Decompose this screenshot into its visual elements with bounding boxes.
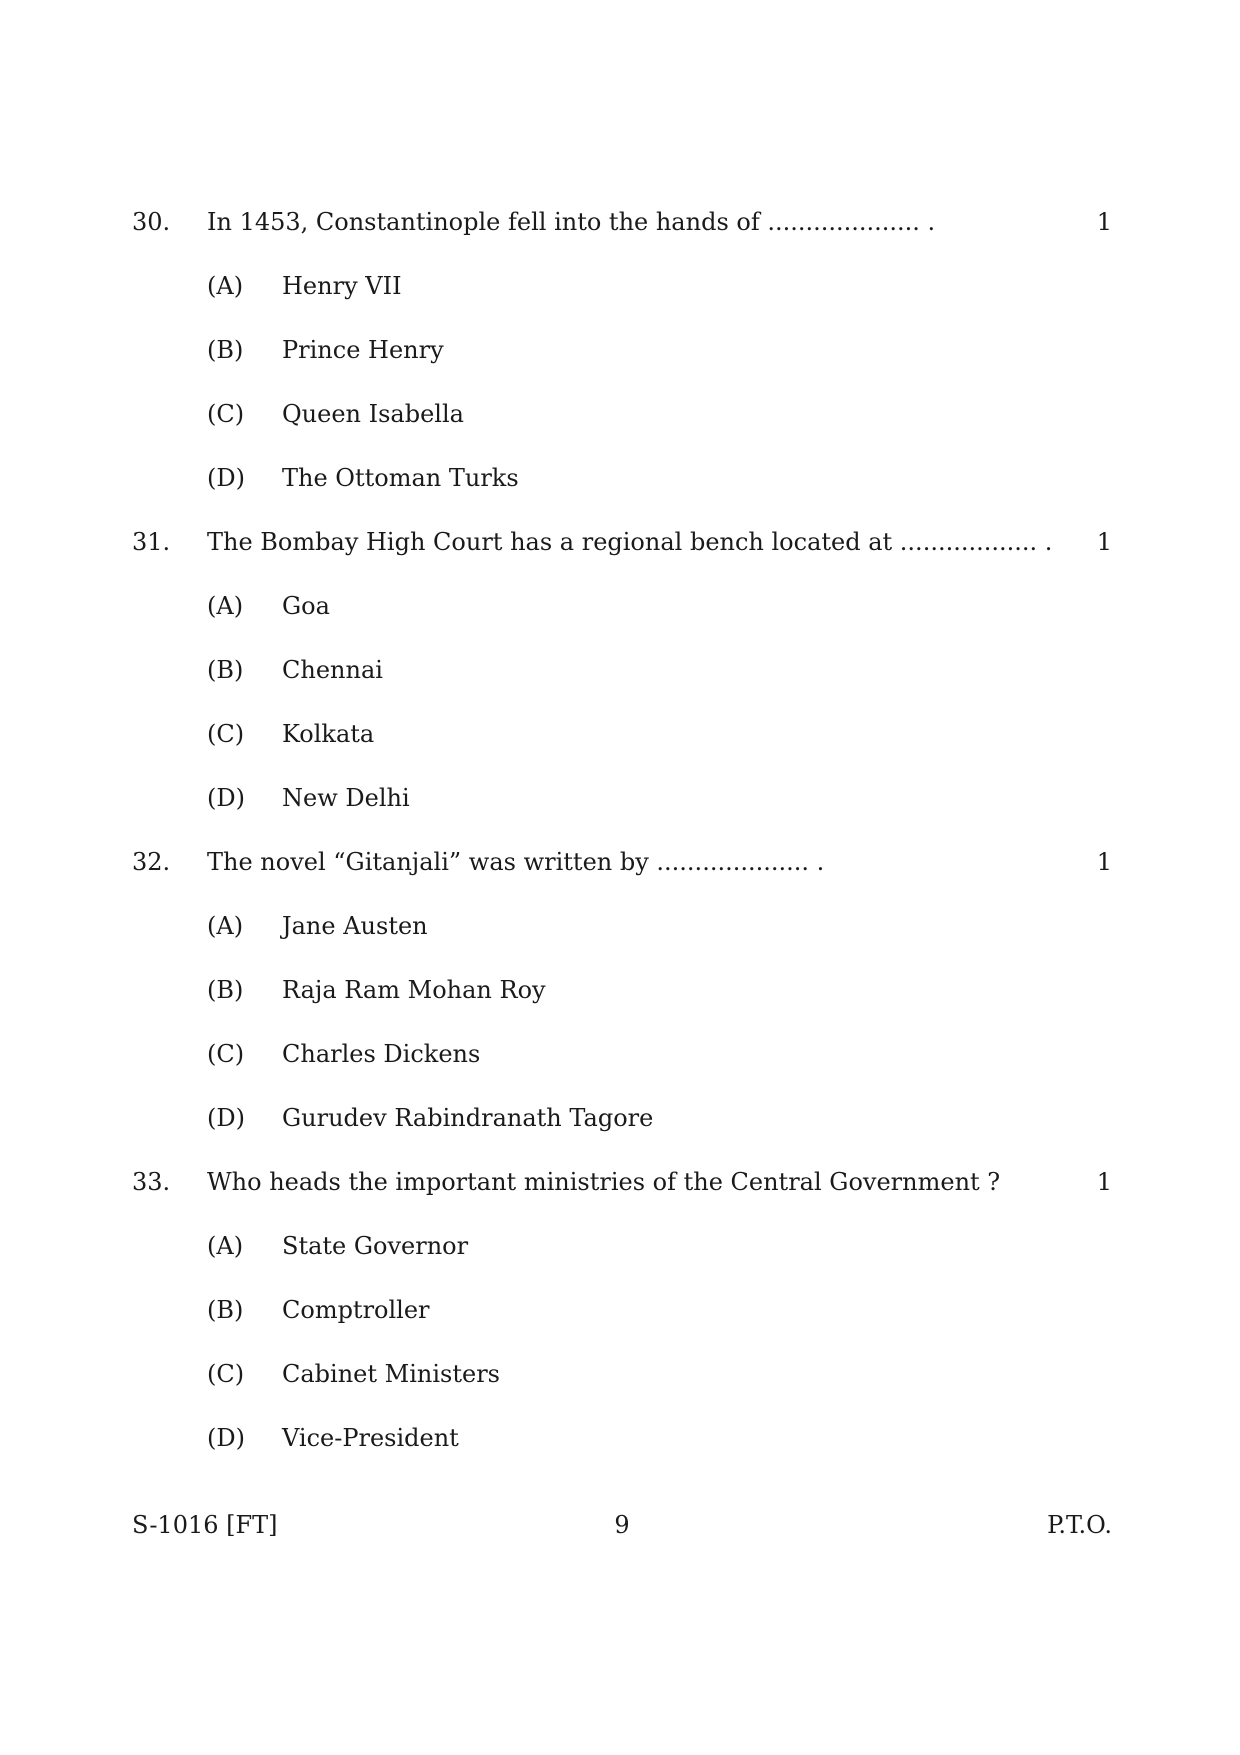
option-letter: (A) — [207, 912, 244, 940]
question-number: 31. — [132, 528, 171, 556]
option-text: Queen Isabella — [282, 400, 464, 428]
option-letter: (A) — [207, 272, 244, 300]
question-text: In 1453, Constantinople fell into the hands of .................... . — [207, 208, 936, 236]
option-letter: (D) — [207, 464, 245, 492]
option-letter: (C) — [207, 1360, 245, 1388]
question-text: The Bombay High Court has a regional bench located at .................. . — [207, 528, 1053, 556]
option-letter: (B) — [207, 976, 244, 1004]
answer-option — [132, 463, 1112, 493]
answer-option — [132, 1423, 1112, 1453]
paper-code: S-1016 [FT] — [132, 1511, 278, 1539]
option-letter: (B) — [207, 1296, 244, 1324]
question — [132, 207, 1112, 493]
option-letter: (A) — [207, 592, 244, 620]
answer-option — [132, 591, 1112, 621]
question-number: 33. — [132, 1168, 171, 1196]
option-text: Chennai — [282, 656, 383, 684]
option-text: Raja Ram Mohan Roy — [282, 976, 546, 1004]
question-row — [132, 1167, 1112, 1197]
please-turn-over: P.T.O. — [1047, 1511, 1112, 1539]
page-footer — [132, 1510, 1112, 1540]
option-letter: (D) — [207, 1424, 245, 1452]
option-letter: (B) — [207, 336, 244, 364]
question-number: 30. — [132, 208, 171, 236]
answer-option — [132, 719, 1112, 749]
answer-option — [132, 399, 1112, 429]
question-marks: 1 — [1096, 208, 1112, 236]
option-text: Cabinet Ministers — [282, 1360, 500, 1388]
answer-option — [132, 1295, 1112, 1325]
answer-option — [132, 975, 1112, 1005]
option-text: Goa — [282, 592, 330, 620]
option-letter: (C) — [207, 400, 245, 428]
option-text: New Delhi — [282, 784, 410, 812]
question — [132, 847, 1112, 1133]
page-number: 9 — [614, 1511, 630, 1539]
option-letter: (B) — [207, 656, 244, 684]
question-marks: 1 — [1096, 1168, 1112, 1196]
answer-option — [132, 655, 1112, 685]
option-letter: (C) — [207, 1040, 245, 1068]
question-list — [132, 207, 1112, 1487]
option-text: The Ottoman Turks — [282, 464, 519, 492]
option-text: Prince Henry — [282, 336, 444, 364]
question-text: The novel “Gitanjali” was written by .................... . — [207, 848, 825, 876]
option-text: Kolkata — [282, 720, 375, 748]
question-text: Who heads the important ministries of the Central Government ? — [207, 1168, 1001, 1196]
answer-option — [132, 271, 1112, 301]
option-text: Comptroller — [282, 1296, 430, 1324]
question-row — [132, 527, 1112, 557]
option-text: Henry VII — [282, 272, 402, 300]
option-text: Charles Dickens — [282, 1040, 481, 1068]
option-text: Jane Austen — [282, 912, 428, 940]
question-marks: 1 — [1096, 848, 1112, 876]
answer-option — [132, 911, 1112, 941]
option-letter: (D) — [207, 784, 245, 812]
option-letter: (D) — [207, 1104, 245, 1132]
option-letter: (A) — [207, 1232, 244, 1260]
question — [132, 1167, 1112, 1453]
question-row — [132, 207, 1112, 237]
answer-option — [132, 1231, 1112, 1261]
answer-option — [132, 335, 1112, 365]
option-text: State Governor — [282, 1232, 469, 1260]
option-letter: (C) — [207, 720, 245, 748]
answer-option — [132, 1359, 1112, 1389]
option-text: Vice-President — [282, 1424, 459, 1452]
question-marks: 1 — [1096, 528, 1112, 556]
answer-option — [132, 783, 1112, 813]
question — [132, 527, 1112, 813]
answer-option — [132, 1039, 1112, 1069]
answer-option — [132, 1103, 1112, 1133]
question-number: 32. — [132, 848, 171, 876]
question-row — [132, 847, 1112, 877]
option-text: Gurudev Rabindranath Tagore — [282, 1104, 654, 1132]
